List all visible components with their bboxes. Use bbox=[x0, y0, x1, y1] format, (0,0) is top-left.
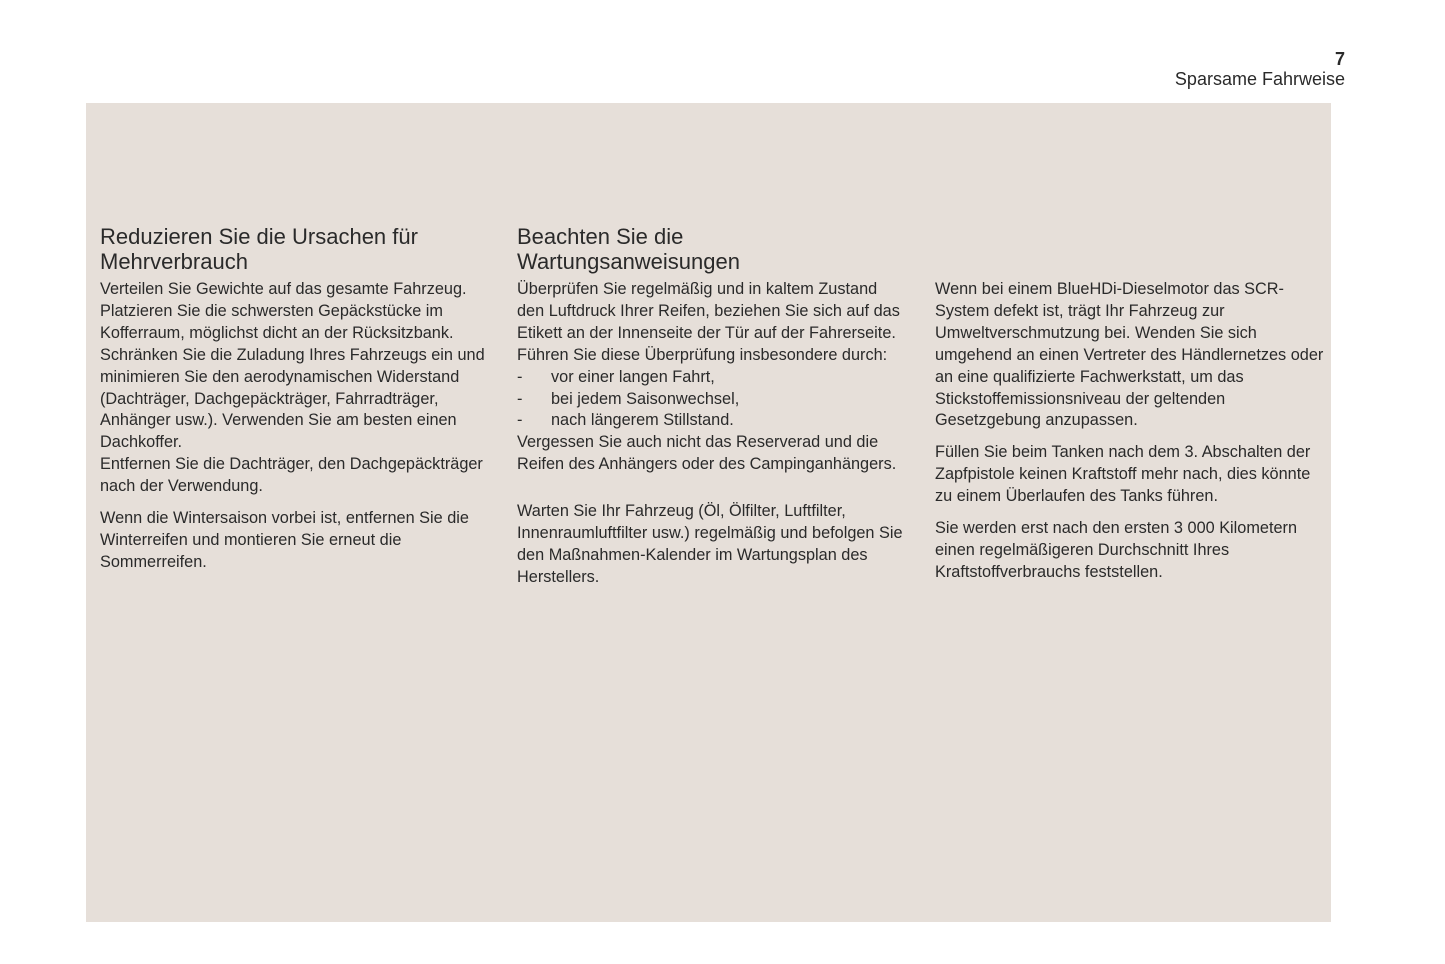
list-item bbox=[517, 367, 907, 389]
heading: Reduzieren Sie die Ursachen für Mehrverbrauch bbox=[100, 224, 418, 274]
column-maintenance bbox=[517, 224, 907, 599]
paragraph: Führen Sie diese Überprüfung insbesondere durch: bbox=[517, 345, 888, 364]
paragraph: Schränken Sie die Zuladung Ihres Fahrzeugs ein und minimieren Sie den aerodynamischen Widerstand (Dachträger, Dachgepäckträger, Fahrradträger, Anhänger usw.). Verwenden Sie am besten einen Dachkoffer. bbox=[100, 345, 485, 452]
bullet: - bbox=[517, 411, 523, 430]
paragraph: Sie werden erst nach den ersten 3 000 Kilometern einen regelmäßigeren Durchschnitt Ihres Kraftstoffverbrauchs feststellen. bbox=[935, 519, 1298, 581]
list-text: nach längerem Stillstand. bbox=[551, 411, 734, 430]
bullet: - bbox=[517, 367, 523, 386]
paragraph: Entfernen Sie die Dachträger, den Dachgepäckträger nach der Verwendung. bbox=[100, 455, 483, 496]
heading: Beachten Sie die Wartungsanweisungen bbox=[517, 224, 740, 274]
paragraph: Vergessen Sie auch nicht das Reserverad und die Reifen des Anhängers oder des Campinganhängers. bbox=[517, 433, 897, 474]
column-reduce-consumption bbox=[100, 224, 490, 584]
page-number: 7 bbox=[1334, 49, 1345, 69]
paragraph: Warten Sie Ihr Fahrzeug (Öl, Ölfilter, Luftfilter, Innenraumluftfilter usw.) regelmäßig und befolgen Sie den Maßnahmen-Kalender im Wartungsplan des Herstellers. bbox=[517, 502, 903, 586]
section-title: Sparsame Fahrweise bbox=[1174, 69, 1345, 89]
paragraph: Verteilen Sie Gewichte auf das gesamte Fahrzeug. Platzieren Sie die schwersten Gepäckstücke im Kofferraum, möglichst dicht an der Rücksitzbank. bbox=[100, 280, 467, 342]
column-diesel-notes bbox=[935, 279, 1325, 594]
paragraph: Überprüfen Sie regelmäßig und in kaltem Zustand den Luftdruck Ihrer Reifen, beziehen Sie sich auf das Etikett an der Innenseite der Tür auf der Fahrerseite. bbox=[517, 280, 900, 342]
paragraph: Wenn die Wintersaison vorbei ist, entfernen Sie die Winterreifen und montieren Sie erneut die Sommerreifen. bbox=[100, 509, 469, 571]
list-item bbox=[517, 410, 907, 432]
bullet: - bbox=[517, 389, 523, 408]
list-item bbox=[517, 389, 907, 411]
list-text: bei jedem Saisonwechsel, bbox=[551, 389, 740, 408]
paragraph: Wenn bei einem BlueHDi-Dieselmotor das SCR-System defekt ist, trägt Ihr Fahrzeug zur Umweltverschmutzung bei. Wenden Sie sich umgehend an einen Vertreter des Händlernetzes oder an eine qualifizierte Fachwerkstatt, um das Stickstoffemissionsniveau der geltenden Gesetzgebung anzupassen. bbox=[935, 280, 1324, 430]
paragraph: Füllen Sie beim Tanken nach dem 3. Abschalten der Zapfpistole keinen Kraftstoff mehr nach, dies könnte zu einem Überlaufen des Tanks führen. bbox=[935, 443, 1311, 506]
list-text: vor einer langen Fahrt, bbox=[551, 367, 715, 386]
